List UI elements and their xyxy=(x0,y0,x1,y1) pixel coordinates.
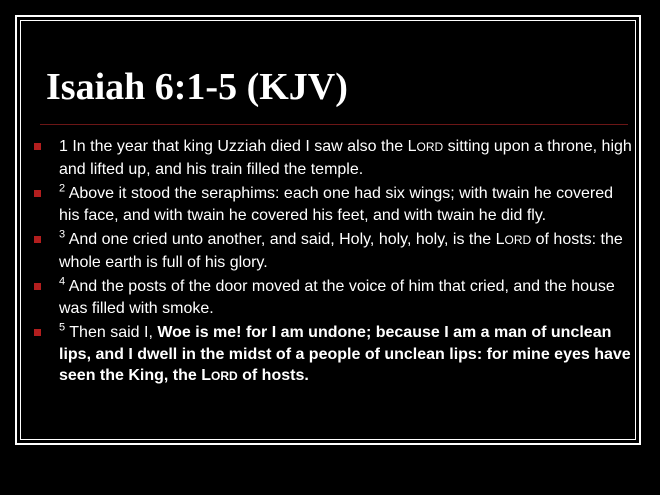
verse-number: 5 xyxy=(59,321,66,334)
bullet-square-icon xyxy=(34,190,41,197)
verse-text-bold: of hosts. xyxy=(237,367,309,384)
verse-text-bold-smallcaps: ORD xyxy=(211,369,238,383)
verse-4 xyxy=(32,276,632,319)
verse-number: 3 xyxy=(59,228,66,241)
verse-5 xyxy=(32,322,632,388)
verse-text-smallcaps: ORD xyxy=(504,233,532,247)
verse-text: And the posts of the door moved at the voice of him that cried, and the house was filled with smoke. xyxy=(59,278,615,317)
bullet-square-icon xyxy=(34,329,41,336)
verse-text: In the year that king Uzziah died I saw also the L xyxy=(67,138,417,155)
bullet-square-icon xyxy=(34,283,41,290)
verse-1 xyxy=(32,136,632,180)
verse-text: sitting upon a throne, high and lifted up, and his train filled the temple. xyxy=(59,138,632,178)
bullet-square-icon xyxy=(34,236,41,243)
verse-text-bold: Woe is me! for I am undone; because I am a man of unclean lips, and I dwell in the midst of a people of unclean lips: for mine eyes have seen the King, the L xyxy=(59,324,631,384)
verse-number: 2 xyxy=(59,182,66,195)
slide-title: Isaiah 6:1-5 (KJV) xyxy=(46,66,348,108)
verse-3 xyxy=(32,229,632,273)
verse-number: 1 xyxy=(59,138,68,155)
verse-text: of hosts: the whole earth is full of his glory. xyxy=(59,231,623,271)
bullet-square-icon xyxy=(34,143,41,150)
verse-number: 4 xyxy=(59,275,66,288)
verse-text: Above it stood the seraphims: each one had six wings; with twain he covered his face, and with twain he covered his feet, and with twain he did fly. xyxy=(59,185,613,224)
title-divider xyxy=(40,124,628,125)
verse-list xyxy=(32,136,632,391)
verse-2 xyxy=(32,183,632,226)
verse-text-smallcaps: ORD xyxy=(416,140,444,154)
verse-text: And one cried unto another, and said, Holy, holy, holy, is the L xyxy=(65,231,505,248)
verse-text: Then said I, xyxy=(65,324,158,341)
